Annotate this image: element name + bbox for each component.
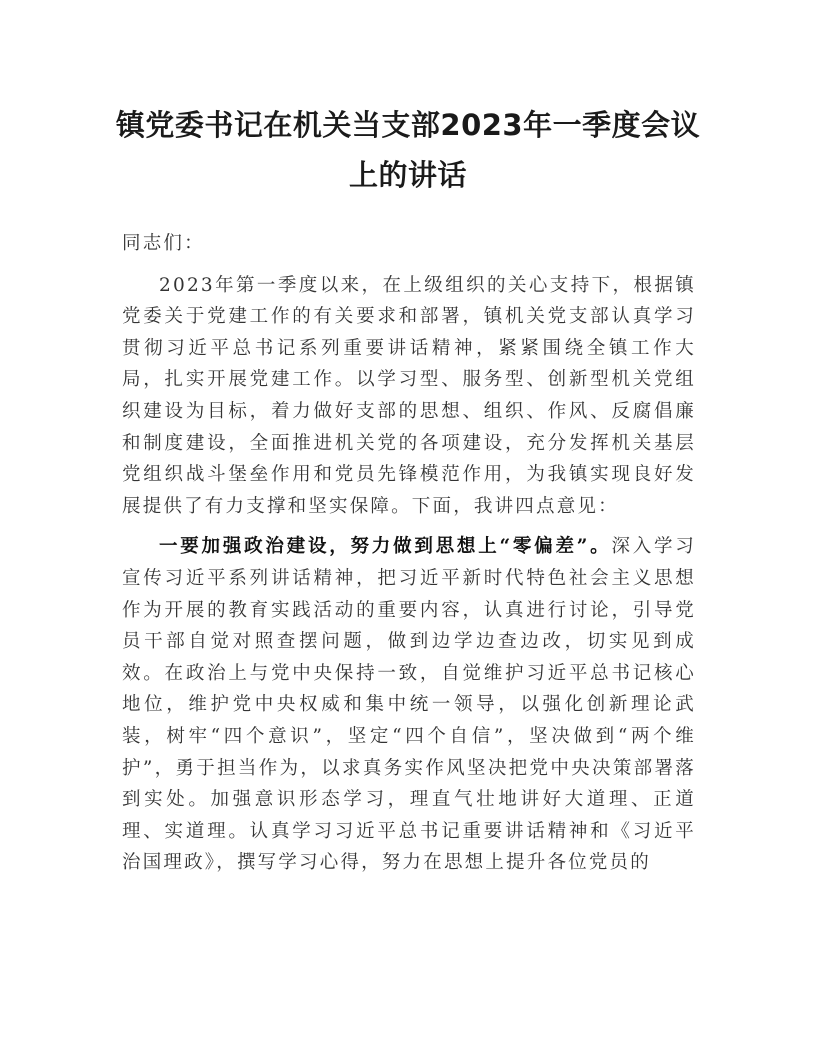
salutation: 同志们：: [122, 233, 205, 254]
paragraph-point-one: [122, 531, 696, 879]
paragraph-intro: 2023年第一季度以来，在上级组织的关心支持下，根据镇党委关于党建工作的有关要求和部署，镇机关党支部认真学习贯彻习近平总书记系列重要讲话精神，紧紧围绕全镇工作大局，扎实开展党建工作。以学习型、服务型、创新型机关党组织建设为目标，着力做好支部的思想、组织、作风、反腐倡廉和制度建设，全面推进机关党的各项建设，充分发挥机关基层党组织战斗堡垒作用和党员先锋模范作用，为我镇实现良好发展提供了有力支撑和坚实保障。下面，我讲四点意见：: [122, 274, 696, 517]
paragraph-point-one-body: 深入学习宣传习近平系列讲话精神，把习近平新时代特色社会主义思想作为开展的教育实践活动的重要内容，认真进行讨论，引导党员干部自觉对照查摆问题，做到边学边查边改，切实见到成效。在政治上与党中央保持一致，自觉维护习近平总书记核心地位，维护党中央权威和集中统一领导，以强化创新理论武装，树牢“四个意识”，坚定“四个自信”，坚决做到“两个维护”，勇于担当作为，以求真务实作风坚决把党中央决策部署落到实处。加强意识形态学习，理直气壮地讲好大道理、正道理、实道理。认真学习习近平总书记重要讲话精神和《习近平治国理政》，撰写学习心得，努力在思想上提升各位党员的: [122, 536, 696, 874]
document-title: [110, 100, 706, 200]
title-text: 镇党委书记在机关当支部2023年一季度会议上的讲话: [115, 108, 701, 192]
paragraph-point-one-heading: 一要加强政治建设，努力做到思想上“零偏差”。: [159, 536, 612, 558]
document-body: [122, 228, 696, 879]
